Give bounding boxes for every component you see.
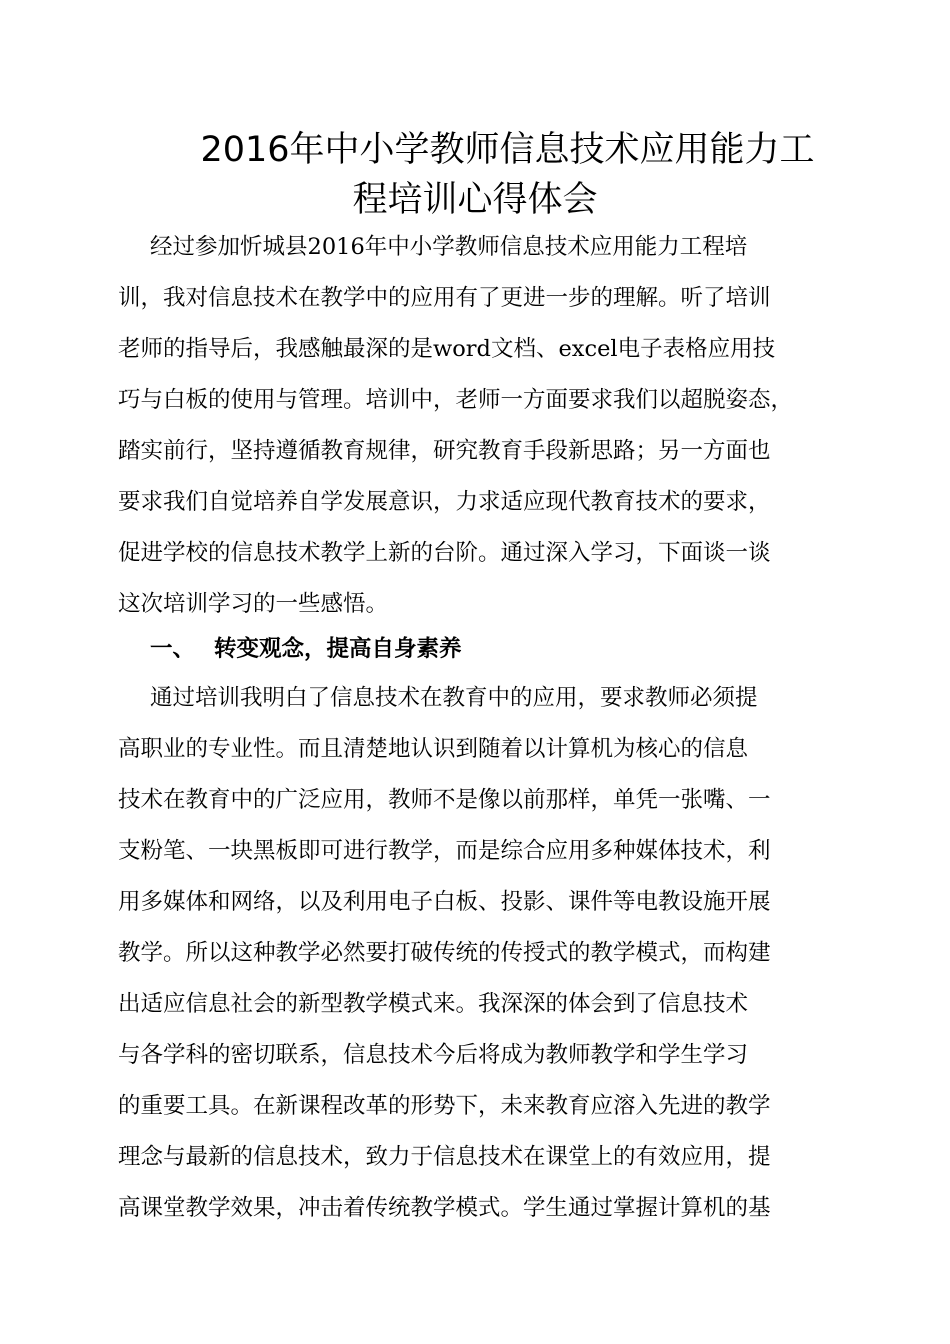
paragraph-2-line: 技术在教育中的广泛应用，教师不是像以前那样，单凭一张嘴、一 (118, 787, 771, 813)
paragraph-2-line: 的重要工具。在新课程改革的形势下，未来教育应溶入先进的教学 (118, 1093, 771, 1119)
section-title: 转变观念，提高自身素养 (214, 636, 462, 662)
paragraph-2-line: 出适应信息社会的新型教学模式来。我深深的体会到了信息技术 (118, 991, 749, 1017)
paragraph-1-line: 老师的指导后，我感触最深的是word文档、excel电子表格应用技 (118, 336, 776, 362)
paragraph-1-line: 要求我们自觉培养自学发展意识，力求适应现代教育技术的要求， (118, 489, 771, 515)
paragraph-2-line: 高职业的专业性。而且清楚地认识到随着以计算机为核心的信息 (118, 736, 749, 762)
paragraph-2-line: 高课堂教学效果，冲击着传统教学模式。学生通过掌握计算机的基 (118, 1195, 771, 1221)
paragraph-1-line: 这次培训学习的一些感悟。 (118, 591, 389, 617)
paragraph-2-line: 用多媒体和网络，以及利用电子白板、投影、课件等电教设施开展 (118, 889, 771, 915)
section-heading-1 (150, 634, 462, 664)
paragraph-2-line: 理念与最新的信息技术，致力于信息技术在课堂上的有效应用，提 (118, 1144, 771, 1170)
paragraph-1-line: 踏实前行，坚持遵循教育规律，研究教育手段新思路；另一方面也 (118, 438, 771, 464)
paragraph-2-line: 教学。所以这种教学必然要打破传统的传授式的教学模式，而构建 (118, 940, 771, 966)
document-title-line-2: 程培训心得体会 (352, 180, 598, 220)
paragraph-1-line: 巧与白板的使用与管理。培训中，老师一方面要求我们以超脱姿态， (118, 387, 794, 413)
section-number: 一、 (150, 636, 196, 662)
paragraph-1-line: 训，我对信息技术在教学中的应用有了更进一步的理解。听了培训 (118, 285, 771, 311)
document-title-line-1: 2016年中小学教师信息技术应用能力工 (200, 130, 815, 170)
paragraph-2-line: 与各学科的密切联系，信息技术今后将成为教师教学和学生学习 (118, 1042, 749, 1068)
paragraph-1-line: 经过参加忻城县2016年中小学教师信息技术应用能力工程培 (150, 234, 748, 260)
paragraph-2-line: 通过培训我明白了信息技术在教育中的应用，要求教师必须提 (150, 685, 758, 711)
paragraph-1-line: 促进学校的信息技术教学上新的台阶。通过深入学习，下面谈一谈 (118, 540, 771, 566)
paragraph-2-line: 支粉笔、一块黑板即可进行教学，而是综合应用多种媒体技术，利 (118, 838, 771, 864)
